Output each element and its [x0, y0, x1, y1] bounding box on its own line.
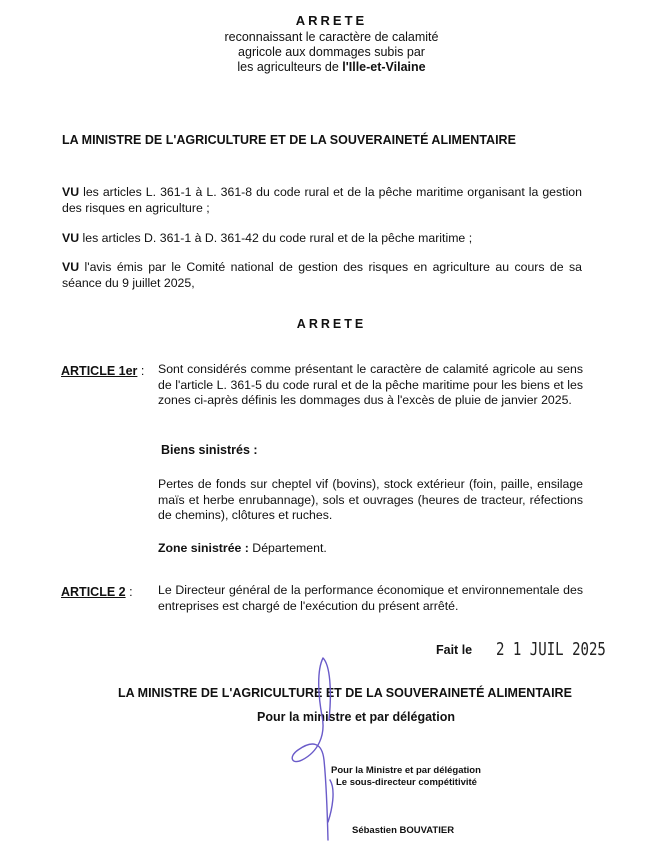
- stamp-line-1: Pour la Ministre et par délégation: [331, 765, 481, 776]
- subtitle-line-1: reconnaissant le caractère de calamité: [224, 30, 439, 44]
- goods-heading: Biens sinistrés :: [161, 443, 258, 457]
- signature-minister: LA MINISTRE DE L'AGRICULTURE ET DE LA SOUVERAINETÉ ALIMENTAIRE: [118, 686, 572, 700]
- article-1-colon: :: [137, 364, 145, 378]
- article-1-label: ARTICLE 1er: [61, 364, 138, 378]
- visa-2-text: les articles D. 361-1 à D. 361-42 du code rural et de la pêche maritime ;: [79, 231, 473, 245]
- zone-value: Département.: [248, 541, 327, 555]
- subtitle-line-2: agricole aux dommages subis par: [238, 45, 425, 59]
- signatory-name: Sébastien BOUVATIER: [352, 825, 455, 836]
- article-2-text: Le Directeur général de la performance économique et environnementale des entreprises est chargé de l'exécution du présent arrêté.: [158, 583, 583, 613]
- decree-heading: ARRETE: [296, 317, 367, 331]
- department-name: l'Ille-et-Vilaine: [342, 60, 426, 74]
- minister-heading: LA MINISTRE DE L'AGRICULTURE ET DE LA SOUVERAINETÉ ALIMENTAIRE: [62, 133, 516, 147]
- article-1-text: Sont considérés comme présentant le caractère de calamité agricole au sens de l'article L. 361-5 du code rural et de la pêche maritime pour les biens et les zones ci-après définis les dommages dus à l'excès de pluie de janvier 2025.: [158, 362, 583, 407]
- document-title: ARRETE: [295, 13, 368, 28]
- subtitle-line-3-prefix: les agriculteurs de: [237, 60, 343, 74]
- article-2-colon: :: [125, 585, 133, 599]
- article-2-label: ARTICLE 2: [61, 585, 126, 599]
- signature-delegation: Pour la ministre et par délégation: [257, 710, 455, 724]
- visa-2-vu: VU: [62, 231, 80, 245]
- stamp-line-2: Le sous-directeur compétitivité: [336, 777, 477, 788]
- visa-1-vu: VU: [62, 185, 80, 199]
- goods-text: Pertes de fonds sur cheptel vif (bovins), stock extérieur (foin, paille, ensilage maïs et herbe enrubannage), sols et ouvrages (heures de tracteur, réfections de chemins), clôtures et ruches.: [158, 477, 583, 522]
- date-stamp: 2 1 JUIL 2025: [496, 639, 606, 660]
- visa-3-vu: VU: [62, 260, 80, 274]
- fait-le-label: Fait le: [436, 643, 473, 657]
- zone-label: Zone sinistrée :: [158, 541, 249, 555]
- visa-3-text: l'avis émis par le Comité national de gestion des risques en agriculture au cours de sa séance du 9 juillet 2025,: [62, 260, 582, 290]
- visa-1-text: les articles L. 361-1 à L. 361-8 du code rural et de la pêche maritime organisant la gestion des risques en agriculture ;: [62, 185, 582, 215]
